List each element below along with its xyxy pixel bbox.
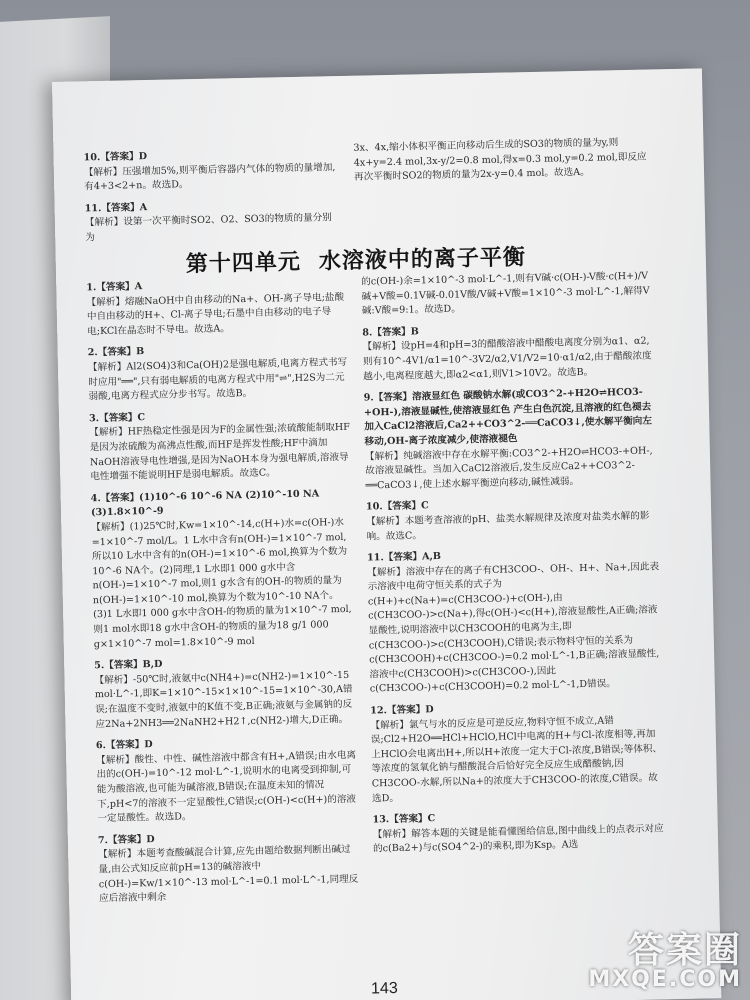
explanation: 【解析】酸性、中性、碱性溶液中都含有H+,A错误;由水电离出的c(OH-)=10^-12 mol·L^-1,说明水的电离受到抑制,可能为酸溶液,也可能为碱溶液,B错误;在温度未知的情况下,pH<7的溶液不一定显酸性,C错误;c(OH-)<c(H+)的溶液一定显酸性。故选D。 [96,749,357,825]
right-column [361,269,665,864]
top-left-block [83,146,340,253]
answer-line: 3.【答案】C [88,411,146,425]
unit-topic: 水溶液中的离子平衡 [318,244,527,275]
answer-line: 7.【答案】D [97,833,155,846]
answer-item [98,829,361,907]
explanation: 【解析】溶液中存在的离子有CH3COO-、OH-、H+、Na+,因此表示溶液中电荷守恒关系的式子为c(H+)+c(Na+)=c(CH3COO-)+c(OH-),由c(CH3COO-)>c(Na+),得c(OH-)<c(H+),溶液显酸性,A正确;溶液显酸性,说明溶液中以CH3COOH的电离为主,即c(CH3COO-)>c(CH3COOH),C错误;表示物料守恒的关系为c(CH3COOH)+c(CH3COO-)=0.2 mol·L^-1,B正确;溶液显酸性,溶液中c(CH3COOH)>c(CH3COO-),因此c(CH3COO-)+c(CH3COOH)=0.2 mol·L^-1,D错误。 [367,561,660,695]
explanation: 【解析】纯碱溶液中存在水解平衡:CO3^2-+H2O⇌HCO3-+OH-,故溶液显碱性。当加入CaCl2溶液后,发生反应Ca2++CO3^2-══CaCO3↓,使上述水解平衡逆向移动,碱性减弱。 [364,445,653,492]
answer-line: 11.【答案】A [84,201,148,215]
watermark-logo-text: 答案圈 [627,930,742,971]
answer-item [86,276,349,340]
top-item-11 [85,197,341,246]
top-item-10 [83,146,339,195]
explanation: 【解析】氯气与水的反应是可逆反应,物料守恒不成立,A错误;Cl2+H2O══HCl+HClO,HCl中电离的H+与Cl-浓度相等,再加上HClO会电离出H+,所以H+浓度一定大于Cl-浓度,B错误;等体积、等浓度的氢氧化钠与醋酸混合后恰好完全反应生成醋酸钠,因CH3COO-水解,所以Na+的浓度大于CH3COO-的浓度,C错误。故选D。 [370,715,663,805]
answer-key-page [52,68,721,1000]
answer-item [372,808,665,858]
explanation: 【解析】设pH=4和pH=3的醋酸溶液中醋酸电离度分别为α1、α2,则有10^-4V1/α1=10^-3V2/α2,V1/V2=10·α1/α2,由于醋酸浓度越小,电离程度越大,即α2<α1,则V1>10V2。故选B。 [362,335,652,383]
answer-line: 13.【答案】C [372,813,436,826]
explanation: 【解析】(1)25℃时,Kw=1×10^-14,c(H+)水=c(OH-)水=1×10^-7 mol/L。1 L水中含有n(OH-)=1×10^-7 mol,所以10 L水中含有的n(OH-)=1×10^-6 mol,换算为个数为10^-6 NA个。(2)同理,1 L水即1 000 g水中含n(OH-)=1×10^-7 mol,则1 g水含有的OH-的物质的量为n(OH-)=1×10^-10 mol,换算为个数为10^-10 NA个。(3)1 L水即1 000 g水中含OH-的物质的量为1×10^-7 mol,则1 mol水即18 g水中含OH-的物质的量为18 g/1 000 g×1×10^-7 mol=1.8×10^-9 mol [91,516,352,650]
left-column [86,276,361,914]
answer-item [89,407,352,485]
answer-item [370,698,664,806]
answer-item [364,386,658,494]
watermark-url: MXQE.COM [588,967,742,992]
answer-line: 8.【答案】B [362,326,419,339]
explanation: 【解析】HF热稳定性强是因为F的金属性强;浓硫酸能制取HF是因为浓硫酸为高沸点性酸,而HF是挥发性酸;HF中滴加NaOH溶液导电性增强,是因为NaOH本身为强电解质,溶液导电性增强不能说明HF是弱电解质。故选C。 [89,422,351,483]
answer-line: 9.【答案】溶液显红色 碳酸钠水解(或CO3^2-+H2O⇌HCO3-+OH-),溶液显碱性,使溶液显红色 产生白色沉淀,且溶液的红色褪去 加入CaCl2溶液后,Ca2++CO3^2-══CaCO3↓,使水解平衡向左移动,OH-离子浓度减少,使溶液褪色 [363,386,653,448]
unit-number: 第十四单元 [185,248,302,278]
explanation: 【解析】本题考查溶液的pH、盐类水解规律及浓度对盐类水解的影响。故选C。 [366,510,650,543]
answer-item [96,734,360,827]
explanation: 3x、4x,缩小体积平衡正向移动后生成的SO3的物质的量为y,则4x+y=2.4 mol,3x-y/2=0.8 mol,得x=0.3 mol,y=0.2 mol,即反应再次平衡时SO2的物质的量为2x-y=0.4 mol。故选A。 [353,137,647,183]
answer-line: 10.【答案】D [83,151,148,164]
answer-item [361,269,654,319]
explanation: 【解析】解答本题的关键是能看懂图给信息,图中曲线上的点表示对应的c(Ba2+)与c(SO4^2-)的乘积,即为Ksp。A选 [372,823,664,855]
explanation: 的c(OH-)余=1×10^-3 mol·L^-1,则有V碱·c(OH-)-V酸·c(H+)/V碱+V酸=0.1V碱-0.01V酸/V碱+V酸=1×10^-3 mol·L^-1,解得V碱:V酸=9:1。故选D。 [361,270,650,317]
answer-line: 11.【答案】A,B [366,551,442,564]
answer-line: 2.【答案】B [87,346,145,359]
explanation: 【解析】设第一次平衡时SO2、O2、SO3的物质的量分别为 [84,212,332,244]
explanation: 【解析】本题考查酸碱混合计算,应先由题给数据判断出碱过量,由公式知反应前pH=13的碱溶液中c(OH-)=Kw/1×10^-13 mol·L^-1=0.1 mol·L^-1,同理反应后溶液中剩余 [98,844,359,905]
answer-item [366,495,659,545]
answer-line: 1.【答案】A [86,281,143,294]
top-right-block [353,136,649,186]
answer-item [367,545,662,697]
answer-line: 12.【答案】D [370,704,434,717]
explanation: 【解析】Al2(SO4)3和Ca(OH)2是强电解质,电离方程式书写时应用"══",只有弱电解质的电离方程式中用"⇌",H2S为二元弱酸,电离方程式应分步书写。故选B。 [87,356,348,403]
answer-line: 4.【答案】(1)10^-6 10^-6 NA (2)10^-10 NA (3)1.8×10^-9 [90,488,320,519]
answer-item [362,320,655,384]
answer-line: 6.【答案】D [95,739,153,752]
answer-item [94,654,357,732]
answer-line: 10.【答案】C [365,500,429,513]
site-watermark [588,922,742,992]
explanation: 【解析】-50℃时,液氨中c(NH4+)=c(NH2-)=1×10^-15 mol·L^-1,即K=1×10^-15×1×10^-15=1×10^-30,A错误;在温度不变时,液氨中的K值不变,B正确;液氨与金属钠的反应2Na+2NH3══2NaNH2+H2↑,c(NH2-)增大,D正确。 [94,669,353,730]
answer-line: 5.【答案】B,D [94,659,163,672]
explanation: 【解析】压强增加5%,则平衡后容器内气体的物质的量增加,有4+3<2+n。故选D。 [83,161,336,193]
answer-item [88,341,351,405]
explanation: 【解析】熔融NaOH中自由移动的Na+、OH-离子导电;盐酸中自由移动的H+、Cl-离子导电;石墨中自由移动的电子导电;KCl在晶态时不导电。故选A。 [86,291,345,338]
page-number: 143 [370,979,398,998]
answer-item [91,487,356,653]
